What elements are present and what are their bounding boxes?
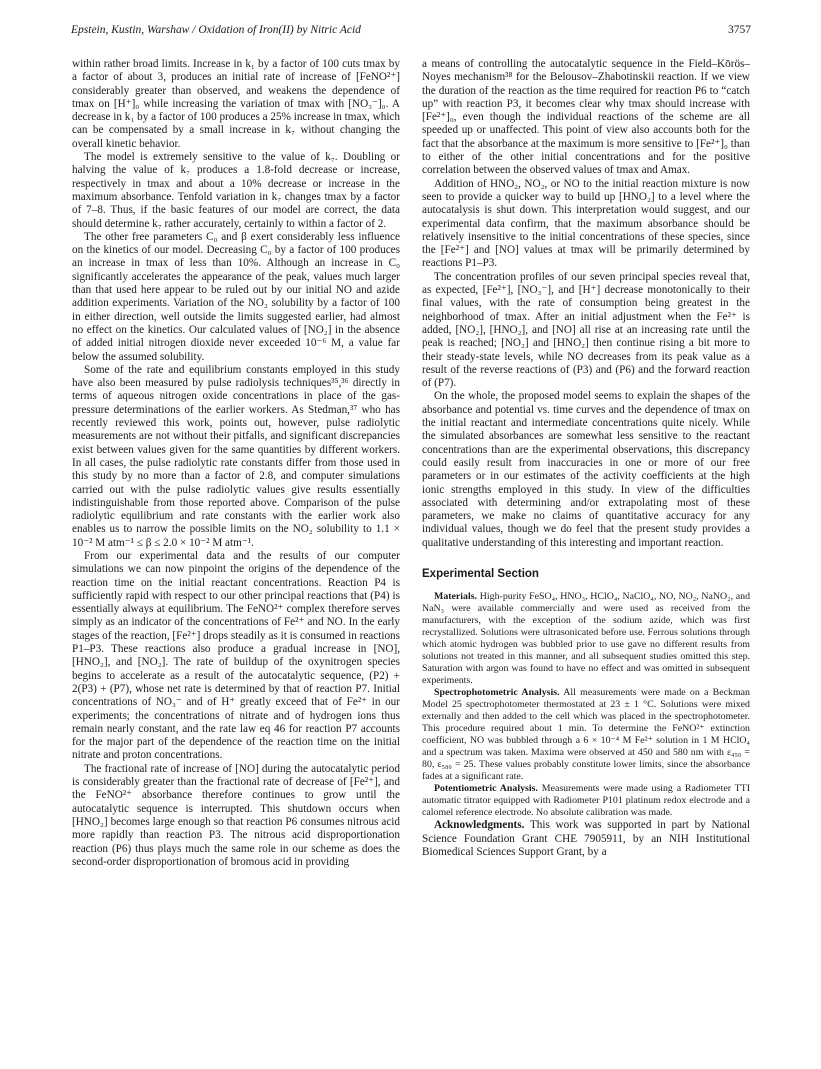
- page-number: 3757: [728, 24, 751, 36]
- paragraph: Some of the rate and equilibrium constants employed in this study have also been measured by pulse radiolysis techniques³⁵,³⁶ directly in terms of aqueous nitrogen oxide concentrations in place of the gas-pressure determinations of the earlier workers. As Stedman,³⁷ who has recently reviewed this work, points out, however, pulse radiolytic measurements are not without their pitfalls, and significant discrepancies exist between values given for the same quantities by different workers. In all cases, the pulse radiolytic rate constants differ from those used in this study by no more than a factor of 2.8, and computer simulations carried out with the pulse radiolytic values give results essentially indistinguishable from those reported above. Comparison of the pulse radiolytic equilibrium and rate constants with the earlier work also enables us to narrow the possible limits on the NO₂ solubility to 1.1 × 10⁻² M atm⁻¹ ≤ β ≤ 2.0 × 10⁻² M atm⁻¹.: [72, 363, 400, 549]
- paragraph: within rather broad limits. Increase in k₁ by a factor of 100 cuts tmax by a factor of about 3, produces an initial rate of increase of [FeNO²⁺] considerably greater than observed, and weakens the dependence of tmax on [H⁺]₀ while increasing the variation of tmax with [NO₃⁻]₀. A decrease in k₁ by a factor of 100 produces a 25% increase in tmax, which can be compensated by a small increase in k₇ without changing the overall kinetic behavior.: [72, 58, 400, 150]
- potentio-text: Measurements were made using a Radiometer TTI automatic titrator equipped with Radiometer P101 platinum redox electrode and a calomel reference electrode. No absolute calibration was made.: [422, 783, 751, 819]
- paragraph: From our experimental data and the results of our computer simulations we can now pinpoint the origins of the dependence of the reaction time on the initial reactant concentrations. Reaction P4 is sufficiently rapid with respect to our other principal reactions that (P4) is essentially always at equilibrium. The FeNO²⁺ complex therefore serves simply as an indicator of the concentrations of Fe²⁺ and NO. In the early stages of the reaction, [Fe²⁺] drops steadily as it is consumed in reactions P1–P3. These reactions also produce a gradual increase in [NO], [HNO₂], and [NO₂]. The rate of buildup of the oxynitrogen species begins to accelerate as a result of the autocatalytic sequence, (P2) + 2(P3) + (P7), whose net rate is determined by that of reaction P7. Initial concentrations of NO₃⁻ and of H⁺ greatly exceed that of Fe²⁺ in our experiments; the concentrations of nitrate and of hydrogen ions thus remain nearly constant, and the rate law eq 46 for reaction P7 accounts for the major part of the dependence of the reaction time on the initial nitrate and proton concentrations.: [72, 549, 400, 762]
- potentio-lead: Potentiometric Analysis.: [434, 783, 538, 795]
- right-column: [422, 58, 750, 859]
- spectrophotometric-paragraph: [422, 687, 750, 783]
- running-header: [71, 24, 751, 44]
- paragraph: Addition of HNO₂, NO₂, or NO to the initial reaction mixture is now seen to provide a quicker way to build up [HNO₂] to a level where the autocatalysis is shut down. This interpretation would suggest, and our experimental data confirm, that the maximum absorbance should be relatively insensitive to the initial concentrations of these species, since the [Fe²⁺] and [NO] values at tmax will be primarily determined by reactions P1–P3.: [422, 177, 750, 270]
- experimental-section: [422, 591, 750, 819]
- materials-text: High-purity FeSO₄, HNO₃, HClO₄, NaClO₄, NO, NO₂, NaNO₂, and NaN₃ were available commercially and were used as received from the manufacturers, with the exception of the sodium azide, which was first recrystallized. Solutions were ultrasonicated before use. Ferrous solutions through which atomic hydrogen was bubbled prior to use gave no different results from solutions not treated in this manner, and all subsequent studies omitted this step. Saturation with argon was found to have no effect and was omitted in subsequent experiments.: [422, 591, 751, 687]
- materials-paragraph: [422, 591, 750, 687]
- paragraph: On the whole, the proposed model seems to explain the shapes of the absorbance and potential vs. time curves and the dependence of tmax on the initial reactant and intermediate concentrations quite nicely. While the simulated absorbances are somewhat less sensitive to the reactant concentrations than are the experimental observations, this discrepancy could easily result from inaccuracies in one or more of our free parameters or in our estimates of the activity coefficients at the high ionic strengths employed in this study. In view of the difficulties associated with determining and/or extrapolating most of these parameters, we make no claims of quantitative accuracy for any individual values, though we do feel that the present study provides a qualitative understanding of this interesting and important reaction.: [422, 390, 750, 549]
- ack-lead: Acknowledgments.: [434, 819, 525, 832]
- running-title: Epstein, Kustin, Warshaw / Oxidation of Iron(II) by Nitric Acid: [71, 24, 361, 36]
- spectro-text: All measurements were made on a Beckman Model 25 spectrophotometer thermostated at 23 ± 1 °C. Solutions were mixed externally and then added to the cell which was placed in the spectrophotometer. This procedure required about 1 min. To determine the FeNO²⁺ extinction coefficient, NO was bubbled through a 6 × 10⁻⁴ M Fe²⁺ solution in 1 M HClO₄ and a spectrum was taken. Maxima were observed at 450 and 580 nm with ε₄₅₀ = 80, ε₅₈₀ = 25. These values probably constitute lower limits, since the absorbance fades at a significant rate.: [422, 687, 750, 783]
- materials-lead: Materials.: [434, 591, 478, 603]
- ack-text: This work was supported in part by National Science Foundation Grant CHE 7905911, by an NIH Institutional Biomedical Sciences Support Grant, by a: [422, 819, 750, 858]
- spectro-lead: Spectrophotometric Analysis.: [434, 687, 560, 699]
- left-column: [72, 58, 400, 869]
- paragraph: The fractional rate of increase of [NO] during the autocatalytic period is considerably greater than the fractional rate of decrease of [Fe²⁺], and the FeNO²⁺ absorbance therefore continues to grow until the autocatalytic sequence is interrupted. This shutdown occurs when [HNO₂] becomes large enough so that reaction P6 consumes nitrous acid more rapidly than reaction P3. The nitrous acid disproportionation reaction (P6) thus plays much the same role in our scheme as does the second-order disproportionation of bromous acid in providing: [72, 762, 400, 868]
- paragraph: a means of controlling the autocatalytic sequence in the Field–Kōrös–Noyes mechanism³⁸ for the Belousov–Zhabotinskii reaction. If we view the duration of the reaction as the time required for reaction P6 to “catch up” with reaction P3, it becomes clear why tmax should increase with [Fe²⁺]₀, even though the individual reactions of the scheme are all speeded up or unaffected. This point of view also accounts both for the fact that the absorbance at the maximum is more sensitive to [Fe²⁺]₀ than to either of the other initial concentrations and for the positive correlation between the observed values of tmax and Amax.: [422, 58, 750, 177]
- paragraph: The model is extremely sensitive to the value of k₇. Doubling or halving the value of k₇ produces a 1.8-fold decrease or increase, respectively in tmax and about a 10% decrease or increase in the maximum absorbance. Tenfold variation in k₇ changes tmax by a factor of 7–8. Thus, if the basic features of our model are correct, the data should determine k₇ rather accurately, certainly to within a factor of 2.: [72, 151, 400, 230]
- section-heading: Experimental Section: [422, 567, 539, 580]
- acknowledgments-paragraph: [422, 819, 750, 859]
- paragraph: The concentration profiles of our seven principal species reveal that, as expected, [Fe²⁺], [NO₃⁻], and [H⁺] decrease monotonically to their final values, with the rate of consumption being greatest in the neighborhood of tmax. After an initial adjustment when the Fe²⁺ is added, [NO₂], [HNO₂], and [NO] all rise at an increasing rate until the peak is reached; [NO₂] and [HNO₂] then continue rising a bit more to their steady-state levels, while NO decreases from its peak value as a result of the reverse reactions of (P3) and (P6) and the forward reaction of (P7).: [422, 270, 750, 390]
- paragraph: The other free parameters C₀ and β exert considerably less influence on the kinetics of our model. Decreasing C₀ by a factor of 100 produces an increase in tmax of less than 10%. Although an increase in C₀ significantly accelerates the appearance of the peak, values much larger than that used here appear to be ruled out by our initial NO and azide addition experiments. Variation of the NO₂ solubility by a factor of 100 in either direction, well outside the limits suggested earlier, had almost no effect on the kinetics. Our calculated values of [NO₂] in the absence of added initial nitrogen dioxide never exceeded 10⁻⁶ M, a value far below the assumed solubility.: [72, 230, 400, 363]
- potentiometric-paragraph: [422, 783, 750, 819]
